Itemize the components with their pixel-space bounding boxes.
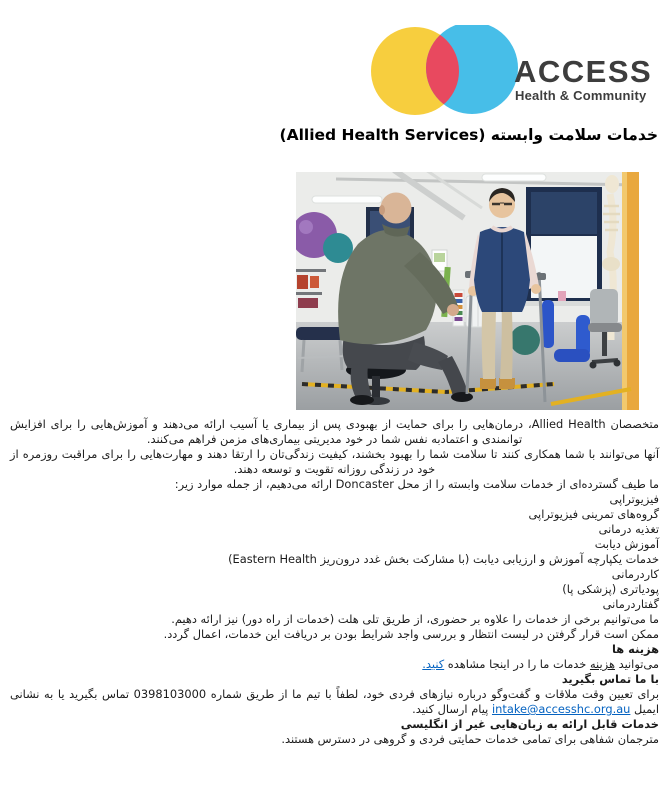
service-item-podiatry: پودیاتری (پزشکی پا) [562, 582, 659, 596]
telehealth-note: ما می‌توانیم برخی از خدمات را علاوه بر حضوری، از طریق تلی هلت (خدمات از راه دور) نیز ارائه دهیم. [171, 612, 659, 626]
intro-paragraph-1: متخصصان Allied Health، درمان‌هایی را برای حمایت از بهبودی پس از بیماری یا آسیب ارائه می‌دهند و آموزش‌هایی را برای افزایش توانمندی و اعتمادبه نفس شما در خود مدیریتی بیماری‌های مزمن فراهم می‌کنند. [10, 417, 659, 446]
services-list [10, 492, 659, 612]
fees-link[interactable]: هزینه [589, 657, 615, 671]
physiotherapy-photo [296, 172, 639, 410]
service-item-physiotherapy: فیزیوتراپی [609, 492, 659, 506]
intro-paragraph-3: ما طیف گسترده‌ای از خدمات سلامت وابسته را از محل Doncaster ارائه می‌دهیم، از جمله موارد زیر: [174, 477, 659, 491]
contact-paragraph [10, 687, 659, 717]
waitlist-note: ممکن است قرار گرفتن در لیست انتظار و بررسی واجد شرایط بودن بر دریافت این خدمات، اعمال گردد. [163, 627, 659, 641]
contact-text-before: برای تعیین وقت ملاقات و گفت‌وگو درباره نیازهای فردی خود، لطفاً با تیم ما از طریق شماره 0398103000 تماس بگیرید یا به نشانی ایمیل [10, 687, 659, 716]
body-text [10, 417, 659, 747]
fees-text-middle: خدمات ما را در اینجا مشاهده [444, 657, 590, 671]
languages-text: مترجمان شفاهی برای تمامی خدمات حمایتی فردی و گروهی در دسترس هستند. [281, 732, 659, 746]
contact-heading: با ما تماس بگیرید [561, 672, 659, 686]
service-item-dietetics: تغذیه درمانی [598, 522, 659, 536]
service-item-integrated-diabetes: خدمات یکپارچه آموزش و ارزیابی دیابت (با مشارکت بخش غدد درون‌ریز Eastern Health) [228, 552, 659, 566]
physiotherapy-photo-illustration [296, 172, 639, 410]
email-link[interactable]: intake@accesshc.org.au [491, 702, 631, 716]
page-title: خدمات سلامت وابسته (Allied Health Services) [279, 126, 658, 144]
wood-panel [622, 172, 639, 410]
contact-text-after: پیام ارسال کنید. [412, 702, 492, 716]
intro-paragraph-2: آنها می‌توانند با شما همکاری کنند تا سلامت شما را بهبود بخشند، کیفیت زندگی‌تان را ارتقا دهند و مهارت‌هایی را برای مراقبت روزمره از خود در زندگی روزانه تقویت و توسعه دهند. [10, 447, 659, 476]
service-item-speech-therapy: گفتاردرمانی [602, 597, 659, 611]
service-item-occupational-therapy: کاردرمانی [611, 567, 659, 581]
languages-heading: خدمات قابل ارائه به زبان‌هایی غیر از انگلیسی [400, 717, 659, 731]
fees-heading: هزینه ها [612, 642, 659, 656]
fees-text-before: می‌توانید [614, 657, 659, 671]
service-item-diabetes-education: آموزش دیابت [594, 537, 659, 551]
access-logo-icon [368, 25, 660, 120]
access-logo [368, 25, 660, 120]
fees-view-link[interactable]: کنید. [422, 657, 445, 671]
fees-line [10, 657, 659, 672]
logo-title: ACCESS [514, 54, 653, 89]
logo-subtitle: Health & Community [515, 88, 647, 103]
service-item-exercise-groups: گروه‌های تمرینی فیزیوتراپی [528, 507, 659, 521]
